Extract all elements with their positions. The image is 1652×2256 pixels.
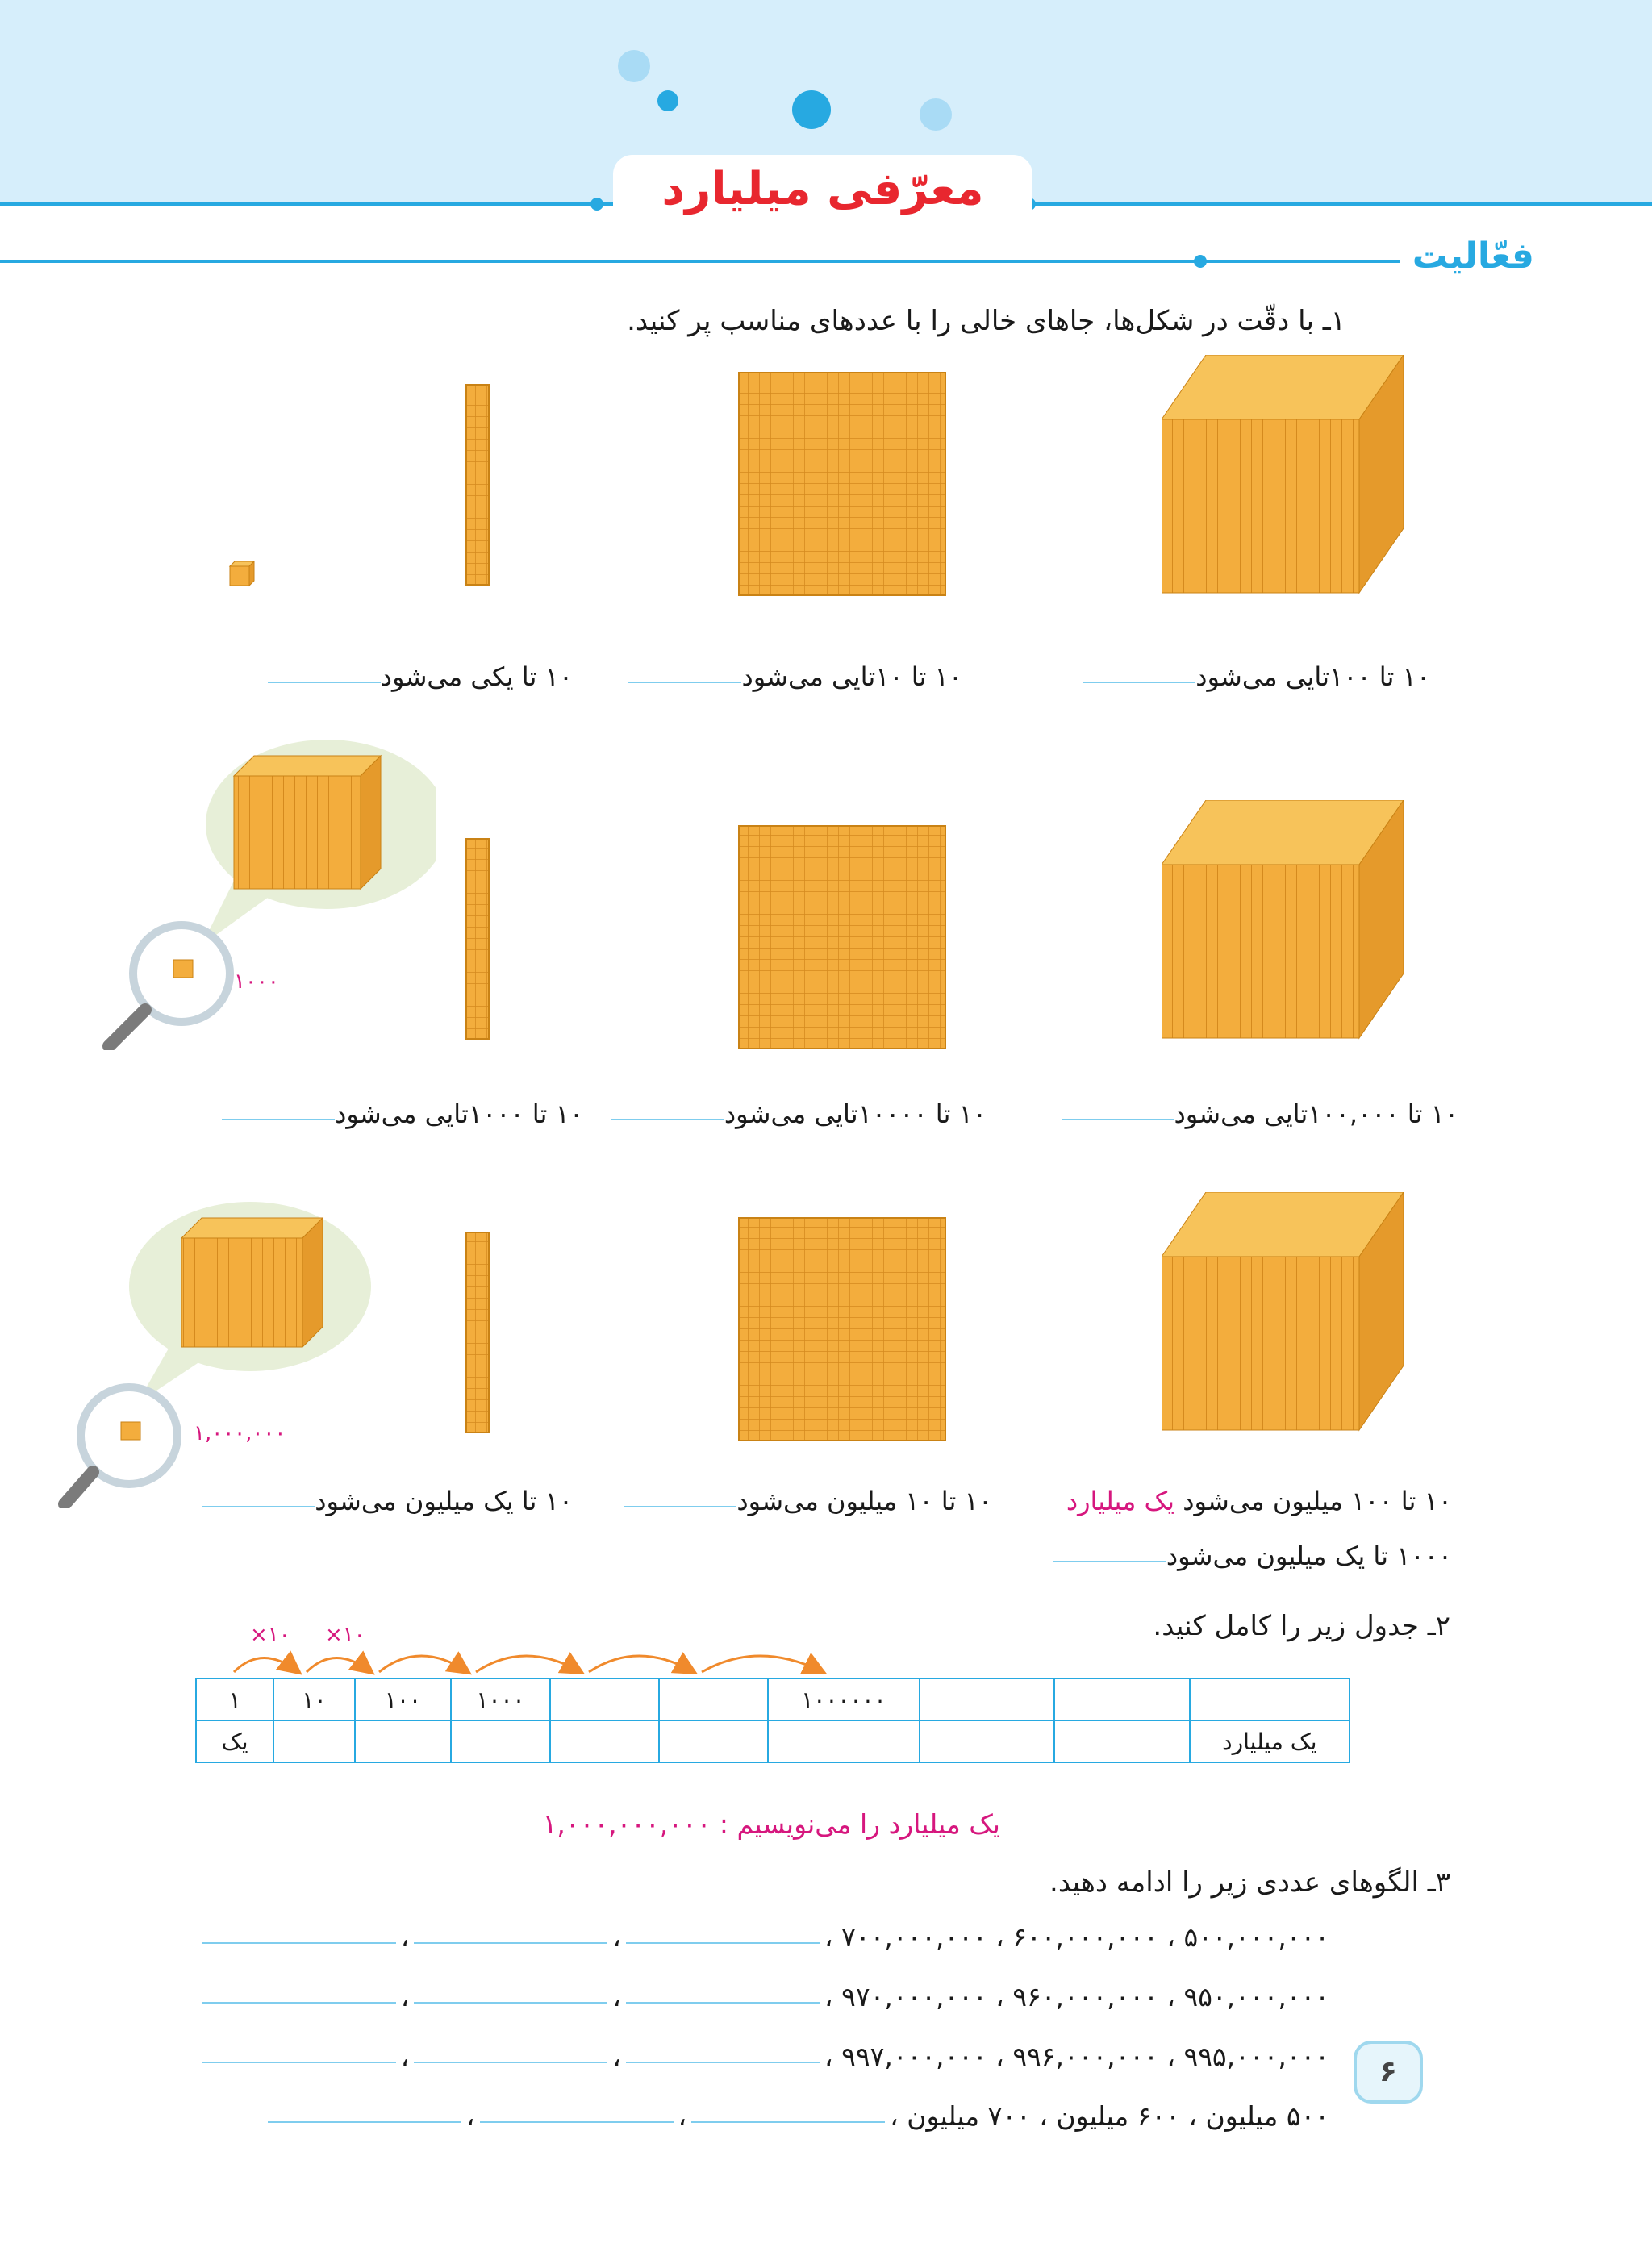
caption-row3-3: [202, 1486, 573, 1516]
table-row-numbers: [196, 1678, 1350, 1720]
pattern-line-3: ۹۹۵,۰۰۰,۰۰۰ ، ۹۹۶,۰۰۰,۰۰۰ ، ۹۹۷,۰۰۰,۰۰۰ ،،،: [198, 2041, 1329, 2072]
pattern-values: ۵۰۰ میلیون ، ۶۰۰ میلیون ، ۷۰۰ میلیون ،: [890, 2100, 1329, 2132]
pattern-values: ۹۵۰,۰۰۰,۰۰۰ ، ۹۶۰,۰۰۰,۰۰۰ ، ۹۷۰,۰۰۰,۰۰۰ ،: [824, 1981, 1329, 2012]
table-cell[interactable]: [1054, 1678, 1190, 1720]
hundred-thousand-flat: [737, 824, 949, 1052]
answer-blank[interactable]: [414, 1994, 607, 2004]
zoom-bubble-2: [48, 1194, 387, 1508]
q3-instruction: ۳ـ الگوهای عددی زیر را ادامه دهید.: [1049, 1866, 1450, 1899]
table-cell[interactable]: [451, 1720, 549, 1762]
hundred-million-flat: [737, 1216, 949, 1444]
hundred-flat: [737, 371, 949, 598]
pattern-line-1: ۵۰۰,۰۰۰,۰۰۰ ، ۶۰۰,۰۰۰,۰۰۰ ، ۷۰۰,۰۰۰,۰۰۰ ،،،: [198, 1921, 1329, 1953]
table-cell[interactable]: [659, 1720, 768, 1762]
caption-row3-extra: [1053, 1541, 1452, 1571]
activity-heading: فعّالیت: [1400, 236, 1547, 277]
million-cube: [1162, 800, 1404, 1042]
billion-note-value: ۱,۰۰۰,۰۰۰,۰۰۰: [542, 1808, 711, 1840]
billion-note-prefix: یک میلیارد را می‌نویسیم :: [719, 1808, 1000, 1840]
zoom-label-million: ۱,۰۰۰,۰۰۰: [194, 1421, 286, 1445]
table-cell[interactable]: [920, 1720, 1055, 1762]
table-cell: ۱۰: [273, 1678, 355, 1720]
answer-blank[interactable]: [268, 2113, 461, 2123]
caption-row3-2: [624, 1486, 992, 1516]
decor-dot: [657, 90, 678, 111]
caption-text: ۱۰ تا یکی می‌شود: [380, 661, 573, 692]
caption-text: ۱۰ تا ۱۰۰,۰۰۰تایی می‌شود: [1174, 1099, 1458, 1129]
answer-blank[interactable]: [268, 673, 381, 683]
caption-text: ۱۰۰۰ تا یک میلیون می‌شود: [1166, 1541, 1452, 1571]
answer-blank[interactable]: [480, 2113, 674, 2123]
answer-blank[interactable]: [626, 1934, 820, 1944]
decor-dot: [590, 198, 603, 211]
ten-rod: [465, 383, 494, 587]
answer-blank[interactable]: [1083, 673, 1195, 683]
multiply-arrows: [226, 1636, 847, 1681]
table-cell[interactable]: [920, 1678, 1055, 1720]
pattern-values: ۹۹۵,۰۰۰,۰۰۰ ، ۹۹۶,۰۰۰,۰۰۰ ، ۹۹۷,۰۰۰,۰۰۰ ،: [824, 2041, 1329, 2072]
table-cell: یک میلیارد: [1190, 1720, 1350, 1762]
billion-cube: [1162, 1192, 1404, 1434]
decor-dot: [920, 98, 952, 131]
table-cell[interactable]: [355, 1720, 452, 1762]
pattern-line-4: ۵۰۰ میلیون ، ۶۰۰ میلیون ، ۷۰۰ میلیون ،،،: [263, 2100, 1329, 2132]
table-cell[interactable]: [550, 1678, 659, 1720]
table-cell[interactable]: [550, 1720, 659, 1762]
caption-text: ۱۰ تا ۱۰۰تایی می‌شود: [1195, 661, 1430, 692]
caption-text: ۱۰ تا ۱۰تایی می‌شود: [741, 661, 962, 692]
caption-row2-3: [222, 1099, 583, 1129]
caption-text: ۱۰ تا ۱۰ میلیون می‌شود: [736, 1486, 992, 1516]
answer-blank[interactable]: [691, 2113, 885, 2123]
answer-blank[interactable]: [626, 2054, 820, 2063]
caption-text: ۱۰ تا ۱۰۰ میلیون می‌شود: [1183, 1486, 1452, 1516]
answer-blank[interactable]: [414, 1934, 607, 1944]
billion-highlight: یک میلیارد: [1066, 1486, 1175, 1516]
table-cell[interactable]: [659, 1678, 768, 1720]
thousand-cube: [1162, 355, 1404, 597]
page-number: ۶: [1354, 2041, 1423, 2104]
caption-row2-2: [611, 1099, 987, 1129]
caption-text: ۱۰ تا ۱۰۰۰تایی می‌شود: [335, 1099, 583, 1129]
pattern-line-2: ۹۵۰,۰۰۰,۰۰۰ ، ۹۶۰,۰۰۰,۰۰۰ ، ۹۷۰,۰۰۰,۰۰۰ ،،،: [198, 1981, 1329, 2012]
table-cell[interactable]: [1190, 1678, 1350, 1720]
decor-dot: [1194, 255, 1207, 268]
pattern-values: ۵۰۰,۰۰۰,۰۰۰ ، ۶۰۰,۰۰۰,۰۰۰ ، ۷۰۰,۰۰۰,۰۰۰ ،: [824, 1921, 1329, 1953]
answer-blank[interactable]: [1062, 1111, 1174, 1120]
decor-dot: [792, 90, 831, 129]
caption-row2-1: [1062, 1099, 1458, 1129]
table-cell: یک: [196, 1720, 273, 1762]
ten-thousand-rod: [465, 837, 494, 1041]
answer-blank[interactable]: [202, 2054, 396, 2063]
caption-row1-2: [628, 661, 962, 692]
answer-blank[interactable]: [202, 1498, 315, 1507]
table-cell: ۱۰۰: [355, 1678, 452, 1720]
caption-row1-3: [268, 661, 573, 692]
billion-note: [543, 1808, 1000, 1840]
table-cell: ۱: [196, 1678, 273, 1720]
table-cell[interactable]: [768, 1720, 920, 1762]
decor-dot: [618, 50, 650, 82]
activity-line: [0, 260, 1444, 263]
answer-blank[interactable]: [1053, 1553, 1166, 1562]
zoom-bubble-1: [81, 736, 436, 1050]
answer-blank[interactable]: [628, 673, 741, 683]
place-value-table: [195, 1678, 1350, 1763]
multiplier-label: ×۱۰: [325, 1623, 365, 1647]
q1-instruction: ۱ـ با دقّت در شکل‌ها، جاهای خالی را با عددهای مناسب پر کنید.: [627, 305, 1345, 337]
caption-row1-1: [1083, 661, 1430, 692]
caption-text: ۱۰ تا ۱۰۰۰۰تایی می‌شود: [724, 1099, 987, 1129]
ten-million-rod: [465, 1231, 494, 1435]
table-cell: ۱۰۰۰: [451, 1678, 549, 1720]
answer-blank[interactable]: [202, 1994, 396, 2004]
answer-blank[interactable]: [222, 1111, 335, 1120]
multiplier-label: ×۱۰: [250, 1623, 290, 1647]
table-cell: ۱۰۰۰۰۰۰: [768, 1678, 920, 1720]
caption-row3-1: [1066, 1486, 1452, 1516]
table-cell[interactable]: [273, 1720, 355, 1762]
answer-blank[interactable]: [624, 1498, 736, 1507]
page-title: معرّفی میلیارد: [613, 155, 1032, 224]
caption-text: ۱۰ تا یک میلیون می‌شود: [315, 1486, 573, 1516]
answer-blank[interactable]: [626, 1994, 820, 2004]
table-row-words: [196, 1720, 1350, 1762]
answer-blank[interactable]: [414, 2054, 607, 2063]
zoom-label-thousand: ۱۰۰۰: [234, 970, 279, 994]
answer-blank[interactable]: [611, 1111, 724, 1120]
q2-instruction: ۲ـ جدول زیر را کامل کنید.: [1153, 1610, 1450, 1642]
unit-cube: [228, 561, 256, 589]
answer-blank[interactable]: [202, 1934, 396, 1944]
table-cell[interactable]: [1054, 1720, 1190, 1762]
